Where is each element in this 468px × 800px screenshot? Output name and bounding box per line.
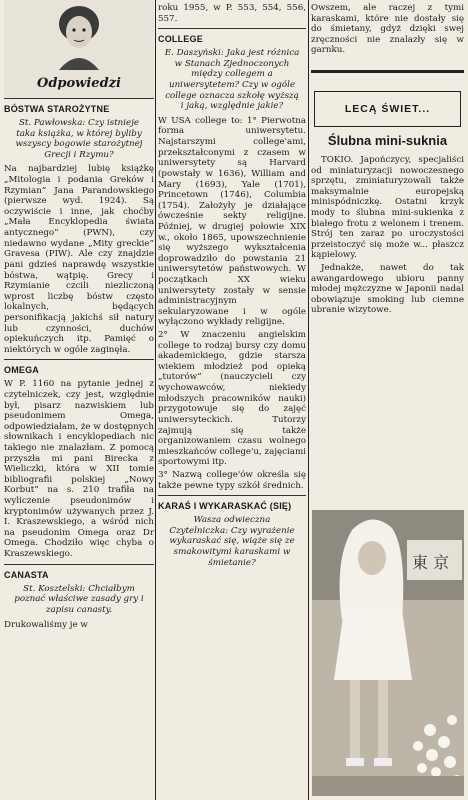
- author-portrait: [4, 0, 154, 99]
- answer-paragraph: W USA college to: 1° Pierwotna forma uniwersytetu. Najstarszymi college'ami, przekształconymi z czasem w uniwersytety są Harvard (powstały w 1636), William and Mary (1693), Yale (1701), Princetown (1746), Columbia (1754). Założyły je działające ówcześnie sekty religijne. Później, w drugiej połowie XIX w., około 1865, upowszechnienie się wyższego wykształcenia doprowadziło do powstania 21 uniwersytetów państwowych. W początkach XX wieku uniwersytety zostały w sensie administracyjnym sekularyzowane i w ogóle wyłączono wykłady religijne.: [158, 115, 306, 328]
- divider: [158, 495, 306, 496]
- divider: [158, 28, 306, 29]
- answer-continuation: roku 1955, w P. 553, 554, 556, 557.: [158, 3, 306, 24]
- answer-paragraph: W P. 1160 na pytanie jednej z czytelniczek, czy jest, względnie był, pisarz nazwiskiem lub pseudonimem Omega, odpowiedziałam, że w dostępnych słownikach i encyklopediach nic takiego nie znalazłam. Z pomocą przyszła mi pani Birecka z Wieliczki, która w XII tomie bibliografii polskiej „Nowy Korbut” na s. 210 trafiła na wyliczenie pseudonimów i kryptonimów używanych przez J. I. Kraszewskiego, a wśród nich na pseudonim Omega oraz Dr Omega. Chodziło więc chyba o Kraszewskiego.: [4, 379, 154, 560]
- answer-continuation: Owszem, ale raczej z tymi karaskami, które nie dostały się do śmietany, gdyż dzięki swej zręczności nie znalazły się w garnku.: [311, 3, 464, 56]
- portrait-illustration: [54, 2, 104, 70]
- answer-paragraph: Drukowaliśmy je w: [4, 619, 88, 630]
- article-title: Ślubna mini-suknia: [327, 133, 448, 149]
- column-2: [158, 0, 306, 572]
- answer-paragraph: 3° Nazwą college'ów określa się także pewne typy szkół średnich.: [158, 469, 306, 491]
- photo-illustration: [312, 510, 464, 796]
- thick-divider: [311, 70, 464, 73]
- column-1: [4, 0, 154, 632]
- section-heading-canasta: CANASTA: [4, 569, 49, 580]
- divider: [4, 564, 154, 565]
- answer-paragraph: Na najbardziej lubię książkę „Mitologia i podania Greków i Rzymian” Jana Parandowskiego (pierwsze wyd. 1924). Są oczywiście i inne, jak choćby „Mała Encyklopedia świata antycznego” (PWN), czy niedawno wydane „Mity greckie” Gravesa (PIW). Ale czy znajdzie pani gdzieś naprawdę wszystkie bóstwa, wątpię. Grecy i Rzymianie czcili niezliczoną wprost liczbę bóstw często lokalnych, będących personifikacją jakichś sił natury lub czynności, duchów opiekuńczych itp. Pamięć o niektórych w ogóle zaginęła.: [4, 164, 154, 355]
- reader-question: St. Pawłowska: Czy istnieje taka książka, w której byliby wszyscy bogowie starożytnej Grecji i Rzymu?: [15, 117, 143, 160]
- section-heading-omega: OMEGA: [4, 365, 40, 376]
- bride-photo: [312, 510, 464, 796]
- article-paragraph: Jednakże, nawet do tak awangardowego ubioru panny młodej mężczyzne w Japonii nadal obowiązuje smoking lub ciemne ubranie wizytowe.: [311, 263, 464, 316]
- section-heading-bostwa: BÓSTWA STAROŻYTNE: [4, 104, 110, 114]
- box-heading: LECĄ ŚWIET...: [314, 91, 461, 127]
- section-heading-karas: KARAŚ I WYKARASKAĆ (SIĘ): [158, 501, 292, 512]
- divider: [4, 359, 154, 360]
- photo-sign: 東 京: [412, 553, 450, 572]
- column-rule: [155, 0, 156, 800]
- section-heading-college: COLLEGE: [158, 34, 203, 45]
- article-paragraph: TOKIO. Japończycy, specjaliści od miniaturyzacji nowoczesnego sprzętu, zminiaturyzowali także maksymalnie europejską minispódniczkę. Ostatni krzyk mody to ślubna mini-sukienka z białego frotu z welonem i trenem. Strój ten zaraz po uroczystości przeistoczyć się może w... płaszcz kąpielowy.: [311, 154, 464, 261]
- column-title: Odpowiedzi: [37, 76, 121, 92]
- column-3: [311, 0, 464, 318]
- reader-question: Wasza odwieczna Czytelniczka: Czy wyrażenie wykaraskać się, wiąże się ze smakowitymi karaskami w śmietanie?: [169, 515, 295, 568]
- reader-question: E. Daszyński: Jaka jest różnica w Stanach Zjednoczonych między collegem a uniwersytetem? Czy w ogóle college oznacza szkołę wyższą i jaką, względnie jakie?: [164, 48, 300, 112]
- answer-paragraph: 2° W znaczeniu angielskim college to rodzaj bursy czy domu akademickiego, gdzie starsza wiekiem młodzież pod opieką „tutorów” (nauczycieli czy wychowawców, niekiedy młodszych pracowników nauki) przygotowuje się do zajęć uniwersyteckich. Tutorzy zajmują się także organizowaniem czasu wolnego mieszkańców college'u, zajęciami sportowymi itp.: [158, 330, 306, 468]
- reader-question: St. Kosztelski: Chciałbym poznać właściwe zasady gry i zapisu canasty.: [14, 583, 144, 615]
- column-rule: [308, 0, 309, 800]
